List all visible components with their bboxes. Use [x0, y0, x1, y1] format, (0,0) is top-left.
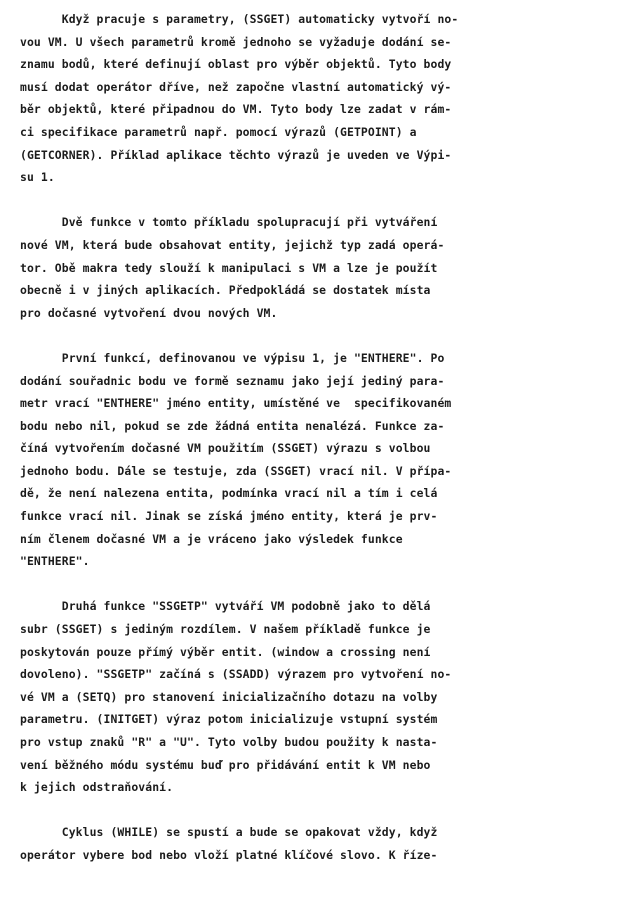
text-line: Dvě funkce v tomto příkladu spolupracují při vytváření	[20, 215, 438, 230]
text-line: běr objektů, které připadnou do VM. Tyto body lze zadat v rám-	[20, 102, 452, 117]
text-line: obecně i v jiných aplikacích. Předpokládá se dostatek místa	[20, 283, 431, 298]
text-line: ci specifikace parametrů např. pomocí výrazů (GETPOINT) a	[20, 124, 417, 139]
text-line: dě, že není nalezena entita, podmínka vrací nil a tím i celá	[20, 486, 438, 501]
text-line: Když pracuje s parametry, (SSGET) automaticky vytvoří no-	[20, 12, 459, 26]
paragraph	[20, 821, 619, 866]
text-line: (GETCORNER). Příklad aplikace těchto výrazů je uveden ve Výpi-	[20, 147, 452, 162]
paragraph	[20, 347, 619, 573]
text-line: nové VM, která bude obsahovat entity, jejichž typ zadá operá-	[20, 237, 445, 252]
text-line: poskytován pouze přímý výběr entit. (window a crossing není	[20, 644, 431, 659]
text-line: "ENTHERE".	[20, 554, 90, 569]
text-line: su 1.	[20, 170, 55, 185]
text-line: metr vrací "ENTHERE" jméno entity, umístěné ve specifikovaném	[20, 396, 452, 411]
text-line: vé VM a (SETQ) pro stanovení inicializačního dotazu na volby	[20, 689, 438, 704]
text-line: operátor vybere bod nebo vloží platné klíčové slovo. K říze-	[20, 847, 438, 862]
text-line: Druhá funkce "SSGETP" vytváří VM podobně jako to dělá	[20, 599, 431, 614]
text-line: dodání souřadnic bodu ve formě seznamu jako její jediný para-	[20, 373, 445, 388]
text-line: tor. Obě makra tedy slouží k manipulaci s VM a lze je použít	[20, 260, 438, 275]
text-line: číná vytvořením dočasné VM použitím (SSGET) výrazu s volbou	[20, 441, 431, 456]
text-line: funkce vrací nil. Jinak se získá jméno entity, která je prv-	[20, 509, 438, 524]
text-line: jednoho bodu. Dále se testuje, zda (SSGET) vrací nil. V přípa-	[20, 463, 452, 478]
text-line: znamu bodů, které definují oblast pro výběr objektů. Tyto body	[20, 57, 452, 72]
paragraph	[20, 8, 619, 189]
text-line: subr (SSGET) s jediným rozdílem. V našem příkladě funkce je	[20, 622, 431, 637]
text-line: bodu nebo nil, pokud se zde žádná entita nenalézá. Funkce za-	[20, 418, 445, 433]
text-line: vení běžného módu systému buď pro přidávání entit k VM nebo	[20, 757, 431, 772]
text-line: ním členem dočasné VM a je vráceno jako výsledek funkce	[20, 531, 403, 546]
text-line: pro dočasné vytvoření dvou nových VM.	[20, 305, 278, 320]
paragraph	[20, 595, 619, 798]
text-line: Cyklus (WHILE) se spustí a bude se opakovat vždy, když	[20, 825, 438, 840]
text-line: k jejich odstraňování.	[20, 780, 174, 795]
text-line: vou VM. U všech parametrů kromě jednoho se vyžaduje dodání se-	[20, 34, 452, 49]
paragraph	[20, 211, 619, 324]
text-line: dovoleno). "SSGETP" začíná s (SSADD) výrazem pro vytvoření no-	[20, 667, 452, 682]
text-line: musí dodat operátor dříve, než započne vlastní automatický vý-	[20, 79, 452, 94]
text-line: První funkcí, definovanou ve výpisu 1, je "ENTHERE". Po	[20, 350, 445, 365]
text-line: parametru. (INITGET) výraz potom inicializuje vstupní systém	[20, 712, 438, 727]
text-line: pro vstup znaků "R" a "U". Tyto volby budou použity k nasta-	[20, 735, 438, 749]
